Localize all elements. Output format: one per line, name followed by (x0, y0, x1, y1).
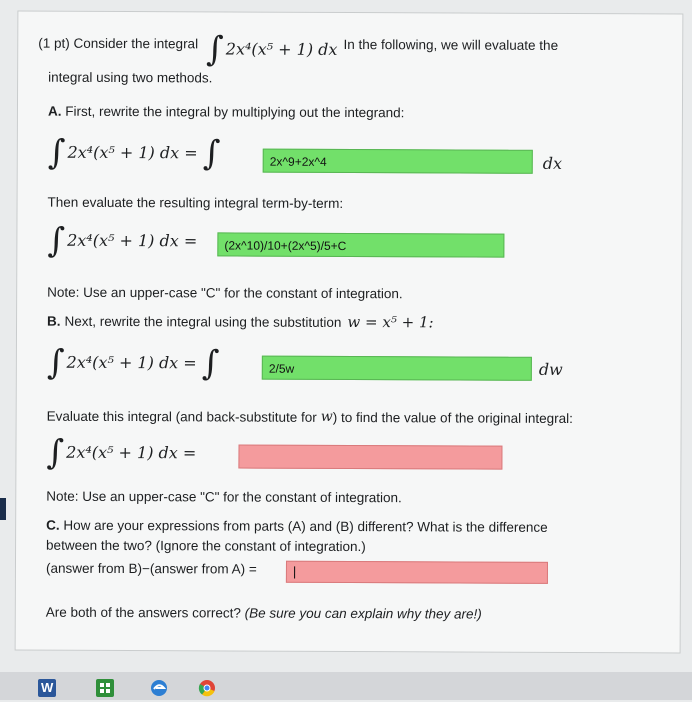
intro-prefix: (1 pt) Consider the integral (38, 35, 199, 51)
part-b-substitution: w = x⁵ + 1: (347, 312, 434, 332)
intro-line2: integral using two methods. (48, 69, 213, 86)
chrome-icon[interactable] (198, 679, 216, 697)
problem-card (15, 11, 684, 654)
part-b-heading: B. Next, rewrite the integral using the substitution w = x⁵ + 1: (47, 312, 434, 332)
part-c-label: (answer from B)−(answer from A) = (45, 560, 257, 577)
part-b-row2: ∫ 2x⁴(x⁵ + 1) dx = (46, 432, 197, 473)
part-c-line2: between the two? (Ignore the constant of integration.) (46, 537, 366, 555)
part-b-row1: ∫ 2x⁴(x⁵ + 1) dx = ∫ (46, 342, 220, 384)
part-a-row2: ∫ 2x⁴(x⁵ + 1) dx = (47, 220, 198, 261)
part-b-note: Note: Use an upper-case "C" for the constant of integration. (46, 488, 402, 506)
window-edge-mark (0, 498, 6, 520)
part-b-evaluate: Evaluate this integral (and back-substitute for w ) to find the value of the original integral: (46, 408, 573, 426)
part-c-answer-input[interactable]: | (286, 561, 548, 584)
part-b-answer2-input[interactable] (238, 445, 502, 470)
word-icon[interactable]: W (38, 679, 56, 697)
part-a-answer1-input[interactable]: 2x^9+2x^4 (263, 149, 533, 174)
store-icon[interactable] (96, 679, 114, 697)
part-a-row1: ∫ 2x⁴(x⁵ + 1) dx = ∫ (47, 132, 221, 174)
part-c-heading: C. How are your expressions from parts (A) and (B) different? What is the difference (46, 517, 548, 535)
part-a-dx: dx (542, 153, 563, 173)
intro-line (38, 26, 559, 70)
intro-suffix: In the following, we will evaluate the (343, 36, 559, 53)
part-b-dw: dw (538, 359, 563, 379)
part-c-final: Are both of the answers correct? (Be sure you can explain why they are!) (45, 604, 482, 622)
part-b-answer1-input[interactable]: 2/5w (262, 356, 532, 381)
edge-icon[interactable] (150, 679, 168, 697)
part-a-heading: A. First, rewrite the integral by multiplying out the integrand: (47, 103, 405, 121)
part-a-then: Then evaluate the resulting integral term-by-term: (47, 194, 344, 211)
intro-integral: ∫ 2x⁴(x⁵ + 1) dx (205, 29, 338, 70)
part-a-note: Note: Use an upper-case "C" for the constant of integration. (47, 284, 403, 302)
part-a-answer2-input[interactable]: (2x^10)/10+(2x^5)/5+C (217, 232, 504, 257)
